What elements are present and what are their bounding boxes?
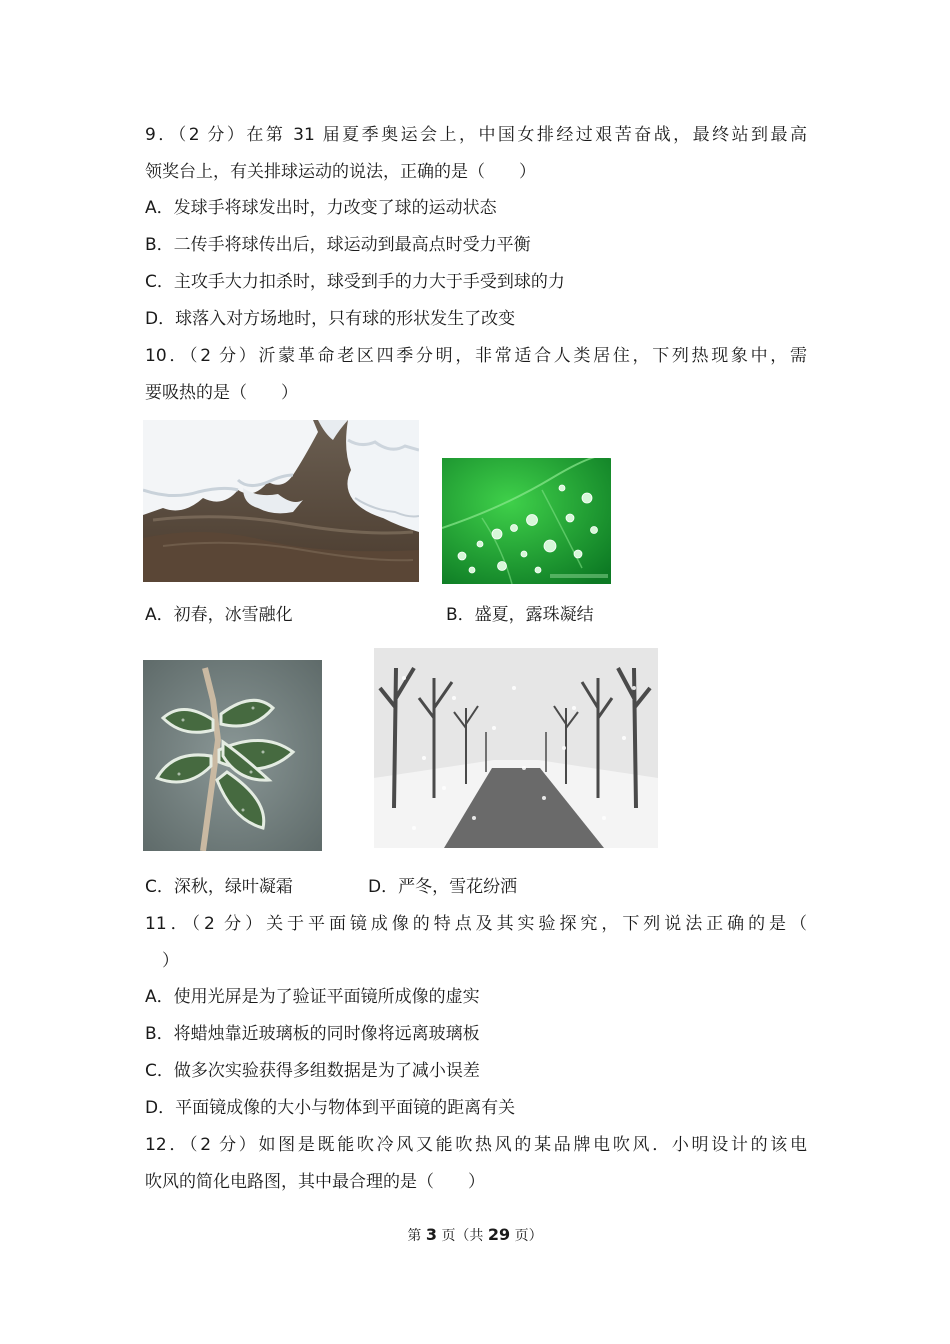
q10-option-d: D．严冬，雪花纷洒 — [368, 877, 518, 897]
q11-stem-line2: ） — [162, 951, 179, 971]
footer-page-number: 3 — [425, 1225, 437, 1244]
page-footer — [0, 1224, 950, 1247]
q10-stem-line2: 要吸热的是（ ） — [145, 383, 298, 403]
footer-mid: 页（共 — [441, 1228, 484, 1244]
footer-suffix: 页） — [514, 1228, 543, 1244]
q9-stem-line2: 领奖台上，有关排球运动的说法，正确的是（ ） — [145, 162, 536, 182]
dew-drops-leaf-image — [442, 458, 611, 584]
q9-option-b: B．二传手将球传出后，球运动到最高点时受力平衡 — [145, 235, 531, 255]
q11-option-a: A．使用光屏是为了验证平面镜所成像的虚实 — [145, 987, 480, 1007]
q9-option-d: D．球落入对方场地时，只有球的形状发生了改变 — [145, 309, 516, 329]
q9-stem-line1: 9．（2 分）在第 31 届夏季奥运会上，中国女排经过艰苦奋战，最终站到最高 — [145, 125, 807, 145]
q11-option-c: C．做多次实验获得多组数据是为了减小误差 — [145, 1061, 480, 1081]
q9-option-a: A．发球手将球发出时，力改变了球的运动状态 — [145, 198, 497, 218]
q11-option-b: B．将蜡烛靠近玻璃板的同时像将远离玻璃板 — [145, 1024, 480, 1044]
snowy-road-image — [374, 648, 658, 848]
q9-option-c: C．主攻手大力扣杀时，球受到手的力大于手受到球的力 — [145, 272, 565, 292]
q10-option-b: B．盛夏，露珠凝结 — [446, 605, 594, 625]
frost-leaves-image — [143, 660, 322, 851]
q10-option-c: C．深秋，绿叶凝霜 — [145, 877, 293, 897]
melting-snow-image — [143, 420, 419, 582]
q12-stem-line1: 12．（2 分）如图是既能吹冷风又能吹热风的某品牌电吹风．小明设计的该电 — [145, 1135, 807, 1155]
q10-option-a: A．初春，冰雪融化 — [145, 605, 293, 625]
footer-total-pages: 29 — [487, 1225, 511, 1244]
q10-stem-line1: 10．（2 分）沂蒙革命老区四季分明，非常适合人类居住，下列热现象中，需 — [145, 346, 807, 366]
q11-stem-line1: 11．（2 分）关于平面镜成像的特点及其实验探究，下列说法正确的是（ — [145, 914, 807, 934]
q11-option-d: D．平面镜成像的大小与物体到平面镜的距离有关 — [145, 1098, 516, 1118]
footer-prefix: 第 — [407, 1228, 422, 1244]
q12-stem-line2: 吹风的简化电路图，其中最合理的是（ ） — [145, 1172, 485, 1192]
